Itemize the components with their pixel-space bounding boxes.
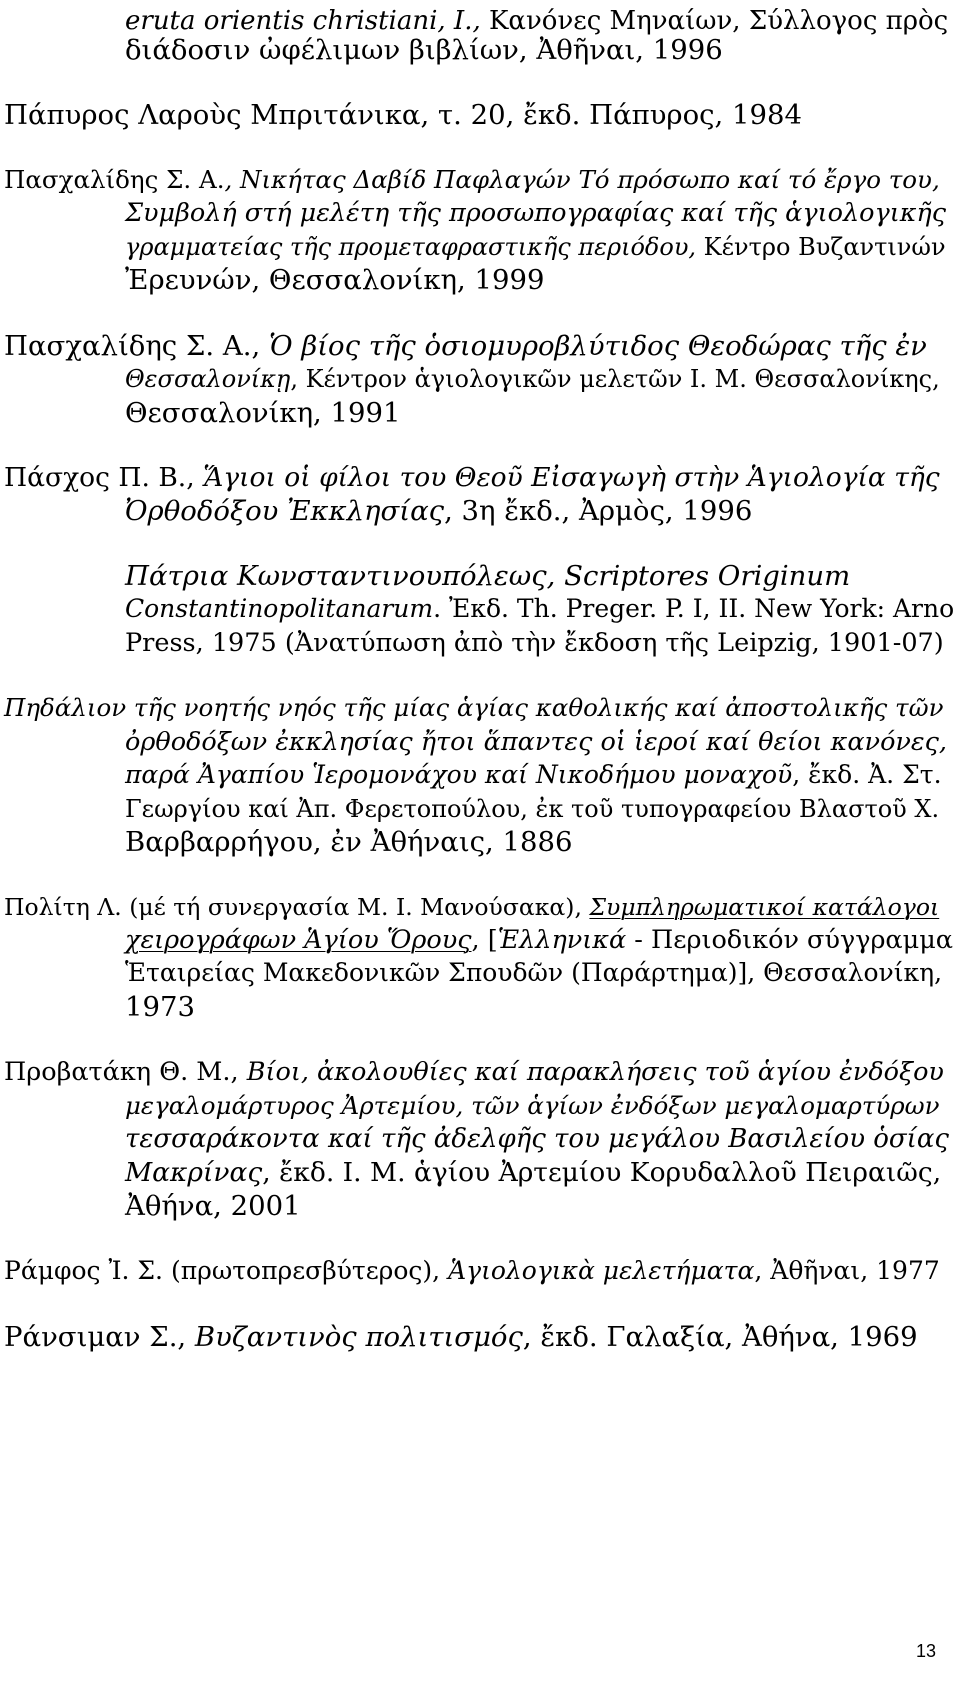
text-segment: Μακρίνας xyxy=(125,1157,263,1188)
bibliography-line xyxy=(125,230,946,264)
text-segment: μεγαλομάρτυρος Ἀρτεμίου, τῶν ἁγίων ἐνδόξων μεγαλομαρτύρων xyxy=(125,1091,940,1120)
text-segment: eruta orientis christiani, I., xyxy=(125,6,489,36)
text-segment: Πάπυρος Λαροὺς Μπριτάνικα, τ. 20, ἔκδ. Πάπυρος, 1984 xyxy=(4,99,803,131)
bibliography-line xyxy=(125,725,947,759)
bibliography-line xyxy=(125,990,195,1024)
text-segment: Προβατάκη Θ. Μ., xyxy=(4,1057,247,1087)
text-segment: παρά Ἀγαπίου Ἱερομονάχου καί Νικοδήμου μοναχοῦ xyxy=(125,760,793,789)
bibliography-line xyxy=(125,494,752,528)
text-segment: ὀρθοδόξων ἐκκλησίας ἤτοι ἅπαντες οἱ ἱεροί καί θείοι κανόνες, xyxy=(125,727,947,757)
text-segment: , ἔκδ. Ἀ. Στ. xyxy=(792,760,942,789)
text-segment: , Νικήτας Δαβίδ Παφλαγών Τό πρόσωπο καί τό ἔργο του, xyxy=(224,165,940,194)
text-segment: Ράνσιμαν Σ., xyxy=(4,1321,195,1353)
text-segment: Constantinopolitanarum xyxy=(125,594,434,623)
bibliography-line xyxy=(125,825,572,859)
text-segment: , Κέντρον ἁγιολογικῶν μελετῶν Ι. Μ. Θεσσαλονίκης, xyxy=(290,365,940,393)
text-segment: Ὀρθοδόξου Ἐκκλησίας xyxy=(125,495,445,527)
text-segment: Πάσχος Π. Β., xyxy=(4,462,204,493)
text-segment: Πολίτη Λ. (μέ τή συνεργασία Μ. Ι. Μανούσακα), xyxy=(4,893,590,921)
bibliography-line xyxy=(125,362,940,396)
text-segment: Κανόνες Μηναίων, Σύλλογος πρὸς xyxy=(489,6,949,36)
text-segment: Γεωργίου καί Ἀπ. Φερετοπούλου, ἐκ τοῦ τυπογραφείου Βλαστοῦ Χ. xyxy=(125,795,940,823)
bibliography-line xyxy=(125,1122,949,1156)
bibliography-line xyxy=(125,196,946,230)
text-segment: Πηδάλιον τῆς νοητής νηός τῆς μίας ἁγίας καθολικής καί ἀποστολικῆς τῶν xyxy=(4,693,944,722)
text-segment: διάδοσιν ὠφέλιμων βιβλίων, Ἀθῆναι, 1996 xyxy=(125,34,723,66)
bibliography-line xyxy=(125,592,954,626)
bibliography-line xyxy=(125,758,942,792)
text-segment: Κέντρο Βυζαντινών xyxy=(703,233,946,261)
bibliography-line xyxy=(125,1156,941,1190)
text-segment: . Ἐκδ. Th. Preger. P. I, II. New York: Arno xyxy=(433,594,955,623)
text-segment: Ὁ βίος τῆς ὁσιομυροβλύτιδος Θεοδώρας τῆς ἐν xyxy=(268,330,927,362)
bibliography-line xyxy=(4,1055,944,1089)
bibliography-line xyxy=(125,1089,940,1123)
text-segment: Θεσσαλονίκη, 1991 xyxy=(125,397,401,429)
text-segment: , 3η ἔκδ., Ἀρμὸς, 1996 xyxy=(444,495,753,527)
text-segment: Θεσσαλονίκῃ xyxy=(125,365,291,393)
text-segment: Πασχαλίδης Σ. Α., xyxy=(4,330,269,362)
bibliography-line xyxy=(4,691,943,725)
text-segment: Πάτρια Κωνσταντινουπόλεως, Scriptores Originum xyxy=(125,560,851,592)
text-segment: Press, 1975 (Ἀνατύπωση ἀπὸ τὴν ἔκδοση τῆς Leipzig, 1901-07) xyxy=(125,628,944,658)
bibliography-line xyxy=(4,890,939,924)
bibliography-line xyxy=(4,461,940,495)
text-segment: , [ xyxy=(471,925,498,955)
text-segment: , ἔκδ. Γαλαξία, Ἀθήνα, 1969 xyxy=(522,1321,918,1353)
bibliography-line xyxy=(125,923,953,957)
text-segment: , ἔκδ. Ι. Μ. ἁγίου Ἀρτεμίου Κορυδαλλοῦ Πειραιῶς, xyxy=(262,1157,942,1188)
bibliography-line xyxy=(125,396,401,430)
bibliography-line xyxy=(125,792,939,826)
text-segment: Βίοι, ἀκολουθίες καί παρακλήσεις τοῦ ἁγίου ἐνδόξου xyxy=(246,1057,944,1087)
page-number: 13 xyxy=(916,1641,937,1661)
bibliography-line xyxy=(4,1254,940,1288)
text-segment: Βυζαντινὸς πολιτισμός xyxy=(194,1321,523,1353)
text-segment: Ράμφος Ἰ. Σ. (πρωτοπρεσβύτερος), xyxy=(4,1256,449,1285)
text-segment: Συμπληρωματικοί κατάλογοι xyxy=(589,893,940,921)
text-segment: Πασχαλίδης Σ. Α. xyxy=(4,165,225,194)
bibliography-line xyxy=(125,263,544,297)
text-segment: τεσσαράκοντα καί τῆς ἀδελφῆς του μεγάλου Βασιλείου ὁσίας xyxy=(125,1124,949,1154)
text-segment: γραμματείας τῆς προμεταφραστικῆς περιόδου, xyxy=(125,233,704,261)
bibliography-line xyxy=(125,626,944,660)
bibliography-line xyxy=(4,1320,918,1354)
bibliography-line xyxy=(125,1189,301,1223)
text-segment: Συμβολή στή μελέτη τῆς προσωπογραφίας καί τῆς ἁγιολογικῆς xyxy=(125,198,946,228)
bibliography-line xyxy=(4,163,940,197)
bibliography-line xyxy=(4,329,927,363)
text-segment: Ἀθήνα, 2001 xyxy=(125,1190,301,1222)
text-segment: Ἁγιολογικὰ μελετήματα xyxy=(448,1256,755,1285)
text-segment: χειρογράφων Ἁγίου Ὅρους xyxy=(125,925,472,955)
text-segment: Ἐρευνών, Θεσσαλονίκη, 1999 xyxy=(125,264,545,296)
bibliography-line xyxy=(125,559,850,593)
bibliography-line xyxy=(125,956,942,990)
text-segment: Ἑταιρείας Μακεδονικῶν Σπουδῶν (Παράρτημα)], Θεσσαλονίκη, xyxy=(125,958,943,987)
bibliography-line xyxy=(125,33,723,67)
text-segment: 1973 xyxy=(125,991,195,1023)
text-segment: Βαρβαρρήγου, ἐν Ἀθήναις, 1886 xyxy=(125,826,573,858)
text-segment: , Ἀθῆναι, 1977 xyxy=(754,1256,940,1285)
text-segment: - Περιοδικόν σύγγραμμα xyxy=(626,925,954,955)
text-segment: Ἅγιοι οἱ φίλοι του Θεοῦ Εἰσαγωγὴ στὴν Ἁγιολογία τῆς xyxy=(203,462,940,493)
bibliography-line xyxy=(4,98,802,132)
text-segment: Ἑλληνικά xyxy=(497,925,627,955)
